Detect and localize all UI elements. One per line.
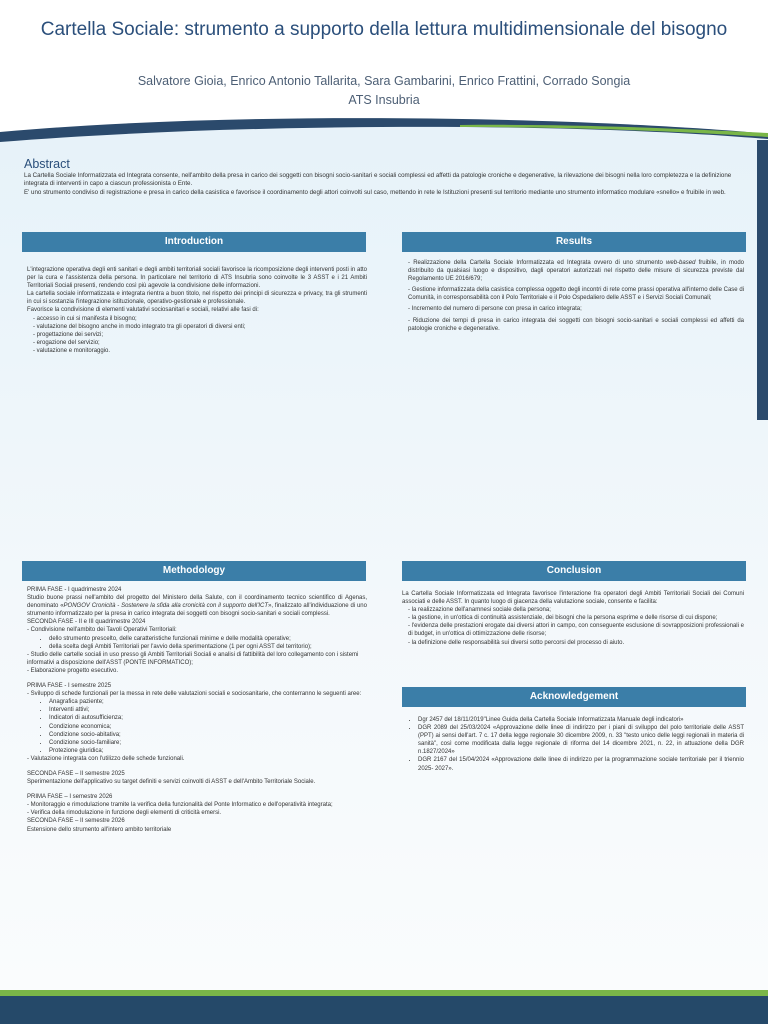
acknowledgement-body (402, 716, 744, 773)
list-item: - valutazione e monitoraggio. (33, 347, 367, 355)
footer-navy-stripe (0, 996, 768, 1024)
acknowledgement-list (402, 716, 744, 773)
list-item: • Dgr 2457 del 18/11/2019"Linee Guida della Cartella Sociale Informatizzata Manuale degli indicatori» (418, 716, 744, 724)
phase-text: Estensione dello strumento all'intero ambito territoriale (27, 826, 172, 833)
list-item: - la gestione, in un'ottica di continuità assistenziale, dei bisogni che la persona esprime e delle risorse di cui dispone; (408, 614, 744, 622)
introduction-header: Introduction (22, 232, 366, 252)
list-item: - accesso in cui si manifesta il bisogno; (33, 315, 367, 323)
list-item: • della scelta degli Ambiti Territoriali per l'avvio della sperimentazione (1 per ogni ASST del territorio); (49, 643, 367, 651)
header-wave (0, 118, 768, 158)
list-item: - l'evidenza delle prestazioni erogate dai diversi attori in campo, con conseguente esclusione di sovrapposizioni professionali e di budget, in un'ottica di ottimizzazione delle risorse; (408, 622, 744, 638)
list-item: - Riduzione dei tempi di presa in carico integrata dei soggetti con bisogni socio-sanitari e sociali complessi ed affetti da patologie croniche e degenerative. (408, 317, 744, 333)
institution: ATS Insubria (348, 93, 420, 107)
phase-text: - Verifica della rimodulazione in funzione degli elementi di criticità emersi. (27, 810, 222, 817)
list-item: • DGR 2167 del 15/04/2024 «Approvazione delle linee di indirizzo per la programmazione sociale territoriale per il triennio 2025- 2027». (418, 756, 744, 772)
phase-sublist (27, 698, 367, 755)
footer-band (0, 990, 768, 1024)
list-item: • Interventi attivi; (49, 706, 367, 714)
list-item: - progettazione dei servizi; (33, 331, 367, 339)
conclusion-header: Conclusion (402, 561, 746, 581)
acknowledgement-header: Acknowledgement (402, 687, 746, 707)
authors: Salvatore Gioia, Enrico Antonio Tallarita, Sara Gambarini, Enrico Frattini, Corrado Songia (137, 74, 631, 88)
intro-phase-list (27, 315, 367, 355)
phase-text: - Sviluppo di schede funzionali per la messa in rete delle valutazioni sociali e sociosanitarie, che conterranno le seguenti aree: (27, 691, 362, 698)
phase-title: SECONDA FASE - II e III quadrimestre 2024 (27, 619, 146, 626)
abstract-paragraph: E' uno strumento condiviso di registrazione e presa in carico della casistica e favorisce il coordinamento degli attori coinvolti sul caso, mettendo in rete le Istituzioni presenti sul territorio mediante uno strumento informatico modulare «snello» e fruibile in web. (24, 188, 726, 196)
phase-text: - Condivisione nell'ambito dei Tavoli Operativi Territoriali: (27, 627, 177, 634)
phase-text: - Studio delle cartelle sociali in uso presso gli Ambiti Territoriali Sociali e analisi di fattibilità del loro collegamento con i sistemi informativi a disposizione dell'ASST (PONTE INFORMATICO); (27, 651, 359, 666)
list-item: • Protezione giuridica; (49, 747, 367, 755)
list-item: - Gestione informatizzata della casistica complessa oggetto degli incontri di rete come prassi operativa all'interno delle Case di Comunità, in corresponsabilità con il Polo Territoriale e il Polo Ospedaliero delle ASST e i Servizi Sociali Comunali; (408, 286, 744, 302)
list-item: - Incremento del numero di persone con presa in carico integrata; (408, 305, 744, 313)
phase-title: PRIMA FASE - I semestre 2025 (27, 683, 112, 690)
list-item: - erogazione del servizio; (33, 339, 367, 347)
phase-text: Sperimentazione dell'applicativo su target definiti e servizi coinvolti di ASST e dell'Ambito Territoriale Sociale. (27, 779, 316, 786)
results-header: Results (402, 232, 746, 252)
poster-background (0, 120, 768, 1000)
phase-text: - Valutazione integrata con l'utilizzo delle schede funzionali. (27, 755, 185, 762)
results-list (402, 259, 744, 333)
list-item: - Realizzazione della Cartella Sociale Informatizzata ed Integrata ovvero di uno strumento web-based fruibile, in modo distribuito da qualsiasi luogo e dispositivo, dagli operatori autorizzati nel rispetto delle misure di sicurezza previste dal Regolamento UE 2016/679; (408, 259, 744, 283)
list-item: • Condizione socio-abitativa; (49, 731, 367, 739)
list-item: • Anagrafica paziente; (49, 698, 367, 706)
list-item: - valutazione del bisogno anche in modo integrato tra gli operatori di diversi enti; (33, 323, 367, 331)
list-item: • Condizione economica; (49, 723, 367, 731)
intro-paragraph: Favorisce la condivisione di elementi valutativi sociosanitari e sociali, relativi alle fasi di: (27, 307, 259, 314)
intro-paragraph: L'integrazione operativa degli enti sanitari e degli ambiti territoriali sociali favorisce la ricomposizione degli interventi posti in atto per la cura e l'assistenza della persona. In particolare nel territorio di ATS Insubria sono coinvolte le 3 ASST e i 21 Ambiti Territoriali Sociali presenti, rendendo così più agevole la condivisione delle informazioni. (27, 267, 367, 290)
list-item: • Condizione socio-familiare; (49, 739, 367, 747)
phase-title: PRIMA FASE - I quadrimestre 2024 (27, 587, 122, 593)
results-body (402, 259, 744, 333)
list-item: • dello strumento prescelto, delle caratteristiche funzionali minime e delle modalità operative; (49, 635, 367, 643)
phase-text: Studio buone prassi nell'ambito del progetto del Ministero della Salute, con il coordinamento tecnico scientifico di Agenas, denominato «PONGOV Cronicità - Sostenere la sfida alla cronicità con il supporto dell'ICT», finalizzato all'individuazione di uno strumento informatizzato per la presa in carico integrata dei soggetti con bisogni socio-sanitari e sociali complessi. (27, 595, 367, 618)
list-item: - la definizione delle responsabilità sui diversi sotto percorsi del processo di aiuto. (408, 639, 744, 647)
intro-paragraph: La cartella sociale informatizzata e integrata rientra a buon titolo, nel rispetto dei principi di sicurezza e privacy, tra gli strumenti in cui si sostanzia l'integrazione istituzionale, operativo-gestionale e professionale. (27, 291, 367, 306)
conclusion-list (402, 606, 744, 646)
conclusion-paragraph: La Cartella Sociale Informatizzata ed Integrata favorisce l'interazione fra operatori degli Ambiti Territoriali Sociali dei Comuni associati e delle ASST. In quanto luogo di giacenza della valutazione sociale, consente e facilita: (402, 591, 744, 606)
phase-title: PRIMA FASE – I semestre 2026 (27, 794, 113, 801)
phase-sublist (27, 635, 367, 651)
list-item: • DGR 2089 del 25/03/2024 «Approvazione delle linee di indirizzo per i piani di sviluppo del polo territoriale delle ASST (PPT) ai sensi dell'art. 7 c. 17 della legge regionale 30 dicembre 2009, n. 33 "testo unico delle leggi regionali in materia di sanità", così come modificata dalla legge regionale di riforma del 14 dicembre 2021, n. 22, in attuazione della DGR n.1827/2024» (418, 724, 744, 756)
right-accent-bar (757, 140, 768, 420)
abstract-title: Abstract (24, 157, 70, 171)
conclusion-body (402, 590, 744, 647)
abstract-paragraph: La Cartella Sociale Informatizzata ed Integrata consente, nell'ambito della presa in carico dei soggetti con bisogni socio-sanitari e sociali complessi ed affetti da patologie croniche e degenerative, la rilevazione dei bisogni nella loro completezza e la definizione integrata di interventi in capo a ciascun professionista o Ente. (24, 172, 732, 188)
phase-text: - Elaborazione progetto esecutivo. (27, 667, 119, 674)
methodology-header: Methodology (22, 561, 366, 581)
introduction-body (27, 266, 367, 355)
methodology-body (27, 586, 367, 834)
list-item: • Indicatori di autosufficienza; (49, 714, 367, 722)
abstract-text (24, 172, 739, 197)
list-item: - la realizzazione dell'anamnesi sociale della persona; (408, 606, 744, 614)
phase-title: SECONDA FASE – II semestre 2025 (27, 770, 125, 777)
phase-text: - Monitoraggio e rimodulazione tramite la verifica della funzionalità del Ponte Informatico e dell'operatività integrata; (27, 802, 333, 809)
poster-title: Cartella Sociale: strumento a supporto della lettura multidimensionale del bisogno (40, 19, 728, 40)
phase-title: SECONDA FASE – II semestre 2026 (27, 818, 125, 825)
